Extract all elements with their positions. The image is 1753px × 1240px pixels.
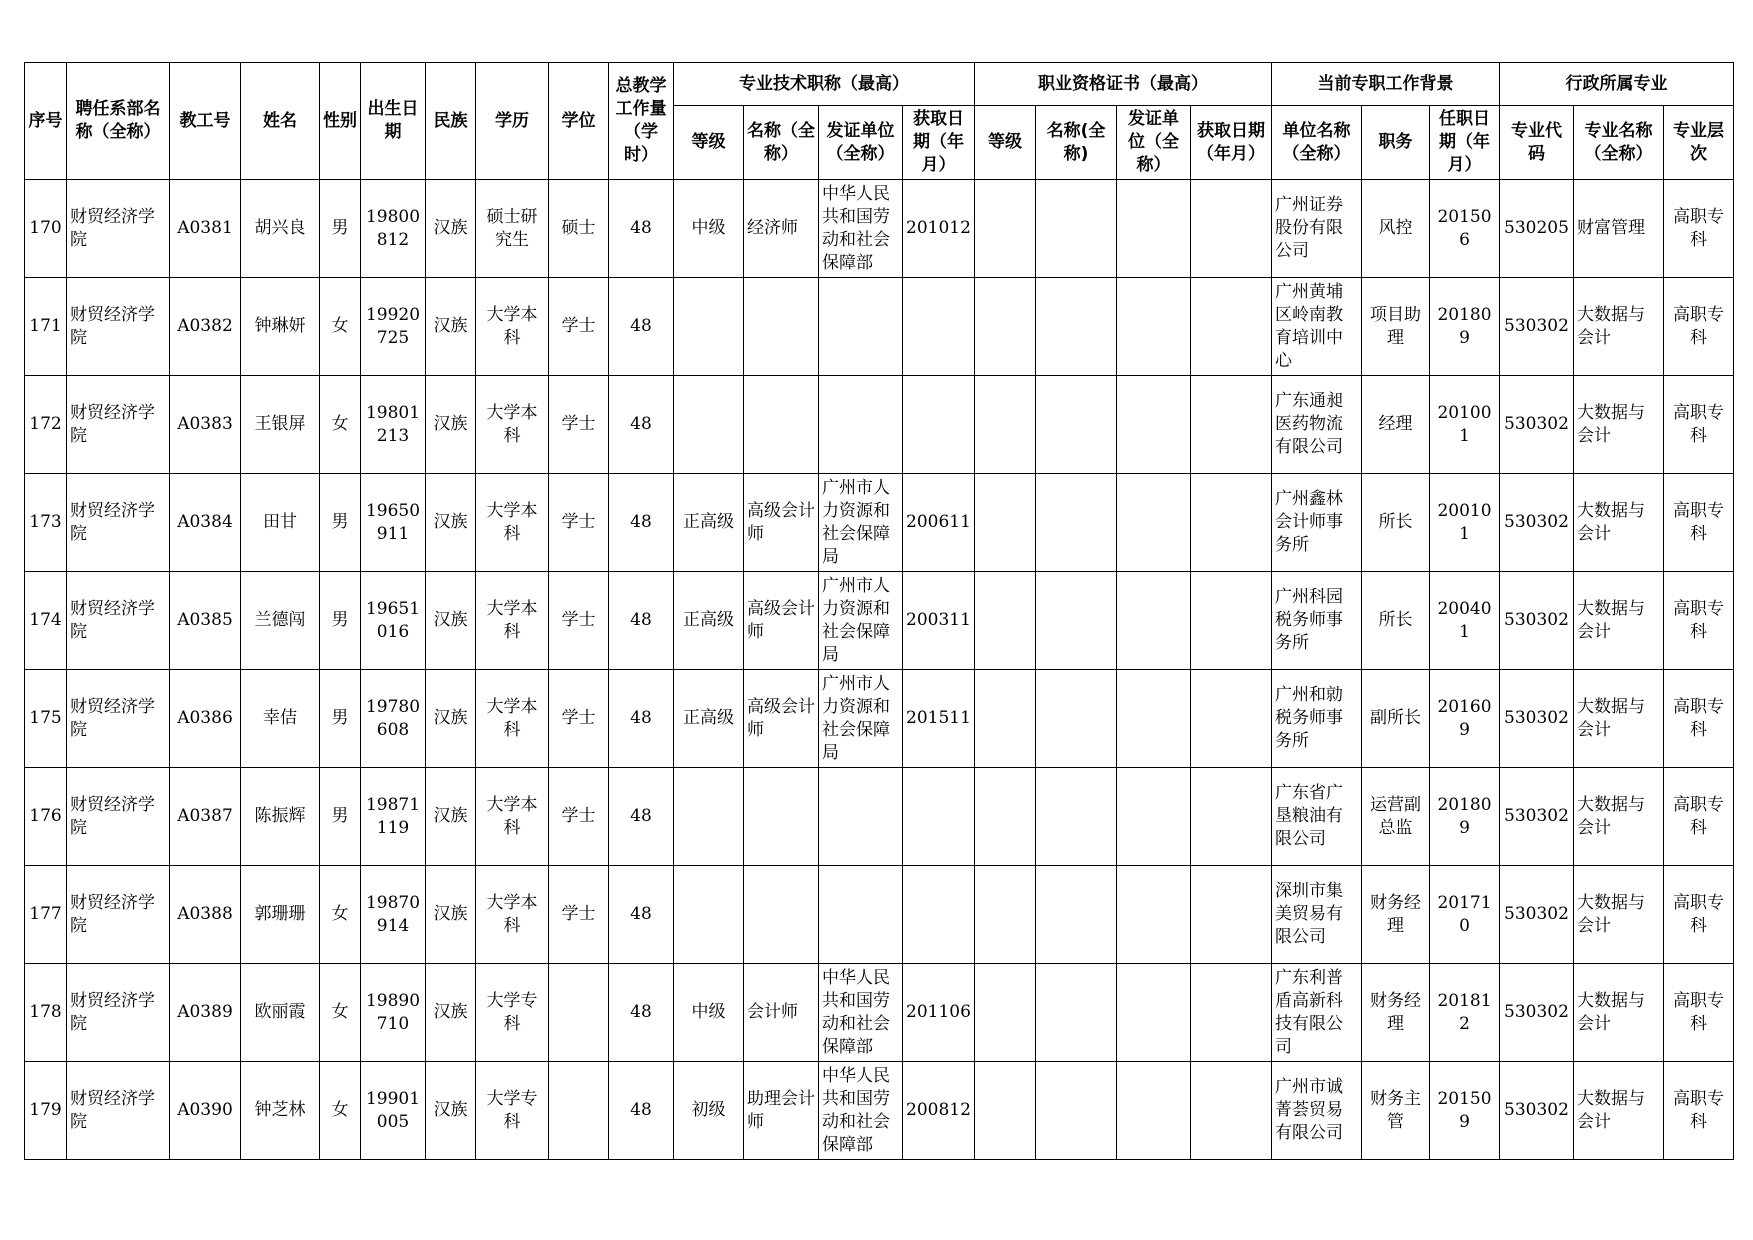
cell-ethnicity: 汉族 xyxy=(426,1062,476,1160)
cell-degree: 学士 xyxy=(549,866,609,964)
cell-c-level xyxy=(975,278,1036,376)
cell-seq: 178 xyxy=(25,964,67,1062)
cell-name: 田甘 xyxy=(241,474,320,572)
cell-education: 大学本科 xyxy=(476,768,549,866)
cell-j-post: 风控 xyxy=(1362,180,1430,278)
cell-c-date xyxy=(1191,572,1272,670)
cell-m-code: 530205 xyxy=(1500,180,1574,278)
header-major-name: 专业名称（全称） xyxy=(1574,106,1664,180)
cell-c-issuer xyxy=(1117,768,1191,866)
cell-ethnicity: 汉族 xyxy=(426,572,476,670)
cell-m-level: 高职专科 xyxy=(1664,670,1734,768)
cell-staff-no: A0390 xyxy=(170,1062,241,1160)
cell-c-level xyxy=(975,376,1036,474)
cell-t-date: 200311 xyxy=(903,572,975,670)
cell-staff-no: A0383 xyxy=(170,376,241,474)
cell-m-code: 530302 xyxy=(1500,278,1574,376)
cell-birth: 19890710 xyxy=(361,964,426,1062)
cell-t-name xyxy=(744,278,819,376)
cell-c-issuer xyxy=(1117,180,1191,278)
cell-ethnicity: 汉族 xyxy=(426,670,476,768)
header-title-date: 获取日期（年月） xyxy=(903,106,975,180)
cell-m-level: 高职专科 xyxy=(1664,278,1734,376)
header-cert-level: 等级 xyxy=(975,106,1036,180)
cell-c-level xyxy=(975,180,1036,278)
cell-c-level xyxy=(975,670,1036,768)
cell-dept: 财贸经济学院 xyxy=(67,572,170,670)
cell-m-level: 高职专科 xyxy=(1664,768,1734,866)
cell-m-code: 530302 xyxy=(1500,768,1574,866)
cell-m-name: 大数据与会计 xyxy=(1574,376,1664,474)
cell-gender: 女 xyxy=(320,376,361,474)
cell-t-name: 助理会计师 xyxy=(744,1062,819,1160)
cell-j-date: 201812 xyxy=(1430,964,1500,1062)
header-title-name: 名称（全称） xyxy=(744,106,819,180)
header-job-date: 任职日期（年月） xyxy=(1430,106,1500,180)
table-body xyxy=(25,180,1734,1160)
cell-m-level: 高职专科 xyxy=(1664,572,1734,670)
cell-m-code: 530302 xyxy=(1500,376,1574,474)
cell-staff-no: A0385 xyxy=(170,572,241,670)
cell-c-date xyxy=(1191,180,1272,278)
cell-t-date xyxy=(903,376,975,474)
cell-c-level xyxy=(975,572,1036,670)
cell-j-post: 项目助理 xyxy=(1362,278,1430,376)
cell-t-date: 200812 xyxy=(903,1062,975,1160)
cell-name: 郭珊珊 xyxy=(241,866,320,964)
cell-j-unit: 广州黄埔区岭南教育培训中心 xyxy=(1272,278,1362,376)
cell-t-issuer xyxy=(819,768,903,866)
cell-birth: 19650911 xyxy=(361,474,426,572)
cell-t-date: 201511 xyxy=(903,670,975,768)
cell-j-post: 财务主管 xyxy=(1362,1062,1430,1160)
cell-t-issuer xyxy=(819,866,903,964)
cell-m-name: 大数据与会计 xyxy=(1574,474,1664,572)
cell-c-name xyxy=(1036,670,1117,768)
cell-t-level: 中级 xyxy=(674,180,744,278)
cell-degree: 学士 xyxy=(549,670,609,768)
cell-t-date: 201012 xyxy=(903,180,975,278)
cell-hours: 48 xyxy=(609,376,674,474)
cell-t-level: 初级 xyxy=(674,1062,744,1160)
cell-c-issuer xyxy=(1117,376,1191,474)
cell-m-level: 高职专科 xyxy=(1664,866,1734,964)
cell-hours: 48 xyxy=(609,670,674,768)
cell-t-name: 高级会计师 xyxy=(744,572,819,670)
cell-c-date xyxy=(1191,964,1272,1062)
cell-staff-no: A0382 xyxy=(170,278,241,376)
cell-seq: 175 xyxy=(25,670,67,768)
cell-m-level: 高职专科 xyxy=(1664,1062,1734,1160)
cell-name: 欧丽霞 xyxy=(241,964,320,1062)
cell-staff-no: A0389 xyxy=(170,964,241,1062)
cell-education: 大学本科 xyxy=(476,376,549,474)
cell-ethnicity: 汉族 xyxy=(426,866,476,964)
cell-c-date xyxy=(1191,670,1272,768)
cell-t-level: 正高级 xyxy=(674,474,744,572)
cell-c-name xyxy=(1036,474,1117,572)
cell-name: 钟芝林 xyxy=(241,1062,320,1160)
cell-name: 钟琳妍 xyxy=(241,278,320,376)
cell-t-date: 200611 xyxy=(903,474,975,572)
cell-j-post: 所长 xyxy=(1362,474,1430,572)
cell-t-name: 会计师 xyxy=(744,964,819,1062)
cell-j-date: 201509 xyxy=(1430,1062,1500,1160)
cell-dept: 财贸经济学院 xyxy=(67,964,170,1062)
cell-ethnicity: 汉族 xyxy=(426,278,476,376)
header-seq: 序号 xyxy=(25,63,67,180)
cell-staff-no: A0386 xyxy=(170,670,241,768)
cell-name: 陈振辉 xyxy=(241,768,320,866)
cell-c-name xyxy=(1036,572,1117,670)
cell-education: 大学本科 xyxy=(476,572,549,670)
cell-c-level xyxy=(975,866,1036,964)
table-row xyxy=(25,474,1734,572)
cell-c-issuer xyxy=(1117,670,1191,768)
cell-t-issuer: 中华人民共和国劳动和社会保障部 xyxy=(819,1062,903,1160)
table-row xyxy=(25,376,1734,474)
cell-c-name xyxy=(1036,768,1117,866)
header-degree: 学位 xyxy=(549,63,609,180)
cell-staff-no: A0384 xyxy=(170,474,241,572)
cell-hours: 48 xyxy=(609,180,674,278)
cell-dept: 财贸经济学院 xyxy=(67,180,170,278)
cell-t-name: 高级会计师 xyxy=(744,474,819,572)
table-header xyxy=(25,63,1734,180)
table-row xyxy=(25,768,1734,866)
cell-m-code: 530302 xyxy=(1500,474,1574,572)
cell-gender: 女 xyxy=(320,1062,361,1160)
table-row xyxy=(25,964,1734,1062)
cell-seq: 172 xyxy=(25,376,67,474)
cell-c-level xyxy=(975,964,1036,1062)
cell-gender: 男 xyxy=(320,768,361,866)
cell-seq: 170 xyxy=(25,180,67,278)
header-gender: 性别 xyxy=(320,63,361,180)
header-birth: 出生日期 xyxy=(361,63,426,180)
table-row xyxy=(25,572,1734,670)
cell-j-date: 200101 xyxy=(1430,474,1500,572)
cell-c-level xyxy=(975,474,1036,572)
cell-j-date: 200401 xyxy=(1430,572,1500,670)
cell-t-name xyxy=(744,866,819,964)
cell-j-post: 财务经理 xyxy=(1362,866,1430,964)
cell-staff-no: A0388 xyxy=(170,866,241,964)
cell-ethnicity: 汉族 xyxy=(426,474,476,572)
cell-ethnicity: 汉族 xyxy=(426,180,476,278)
cell-hours: 48 xyxy=(609,1062,674,1160)
cell-degree xyxy=(549,1062,609,1160)
cell-dept: 财贸经济学院 xyxy=(67,376,170,474)
cell-t-level: 正高级 xyxy=(674,572,744,670)
table-row xyxy=(25,1062,1734,1160)
header-staff-no: 教工号 xyxy=(170,63,241,180)
cell-staff-no: A0387 xyxy=(170,768,241,866)
cell-seq: 179 xyxy=(25,1062,67,1160)
cell-c-name xyxy=(1036,278,1117,376)
cell-j-post: 所长 xyxy=(1362,572,1430,670)
cell-j-date: 201609 xyxy=(1430,670,1500,768)
cell-j-post: 运营副总监 xyxy=(1362,768,1430,866)
cell-t-name xyxy=(744,768,819,866)
cell-j-unit: 广东利普盾高新科技有限公司 xyxy=(1272,964,1362,1062)
cell-t-issuer: 中华人民共和国劳动和社会保障部 xyxy=(819,964,903,1062)
cell-j-date: 201001 xyxy=(1430,376,1500,474)
header-major-level: 专业层次 xyxy=(1664,106,1734,180)
header-title-group: 专业技术职称（最高） xyxy=(674,63,975,106)
cell-dept: 财贸经济学院 xyxy=(67,1062,170,1160)
cell-hours: 48 xyxy=(609,572,674,670)
cell-j-unit: 广东通昶医药物流有限公司 xyxy=(1272,376,1362,474)
cell-c-issuer xyxy=(1117,474,1191,572)
header-hours: 总教学工作量（学时） xyxy=(609,63,674,180)
cell-c-level xyxy=(975,1062,1036,1160)
cell-t-name: 经济师 xyxy=(744,180,819,278)
cell-seq: 174 xyxy=(25,572,67,670)
cell-gender: 男 xyxy=(320,572,361,670)
cell-degree: 学士 xyxy=(549,376,609,474)
cell-c-date xyxy=(1191,1062,1272,1160)
cell-m-level: 高职专科 xyxy=(1664,964,1734,1062)
table-row xyxy=(25,278,1734,376)
cell-c-level xyxy=(975,768,1036,866)
cell-m-code: 530302 xyxy=(1500,572,1574,670)
header-job-group: 当前专职工作背景 xyxy=(1272,63,1500,106)
cell-j-unit: 深圳市集美贸易有限公司 xyxy=(1272,866,1362,964)
cell-education: 大学专科 xyxy=(476,964,549,1062)
header-ethnicity: 民族 xyxy=(426,63,476,180)
cell-m-level: 高职专科 xyxy=(1664,474,1734,572)
cell-education: 大学本科 xyxy=(476,866,549,964)
cell-education: 硕士研究生 xyxy=(476,180,549,278)
cell-c-date xyxy=(1191,376,1272,474)
cell-hours: 48 xyxy=(609,964,674,1062)
cell-c-issuer xyxy=(1117,1062,1191,1160)
cell-c-date xyxy=(1191,768,1272,866)
cell-t-date xyxy=(903,278,975,376)
cell-t-name xyxy=(744,376,819,474)
cell-birth: 19920725 xyxy=(361,278,426,376)
cell-t-name: 高级会计师 xyxy=(744,670,819,768)
cell-j-post: 副所长 xyxy=(1362,670,1430,768)
cell-dept: 财贸经济学院 xyxy=(67,670,170,768)
cell-birth: 19800812 xyxy=(361,180,426,278)
cell-birth: 19651016 xyxy=(361,572,426,670)
header-education: 学历 xyxy=(476,63,549,180)
cell-j-unit: 广州科园税务师事务所 xyxy=(1272,572,1362,670)
cell-t-date xyxy=(903,768,975,866)
cell-degree: 学士 xyxy=(549,278,609,376)
cell-t-level: 正高级 xyxy=(674,670,744,768)
cell-name: 胡兴良 xyxy=(241,180,320,278)
cell-birth: 19871119 xyxy=(361,768,426,866)
header-cert-date: 获取日期（年月） xyxy=(1191,106,1272,180)
cell-gender: 女 xyxy=(320,278,361,376)
cell-t-level xyxy=(674,768,744,866)
cell-gender: 女 xyxy=(320,866,361,964)
cell-t-issuer: 广州市人力资源和社会保障局 xyxy=(819,670,903,768)
cell-m-name: 大数据与会计 xyxy=(1574,572,1664,670)
cell-c-issuer xyxy=(1117,866,1191,964)
cell-education: 大学本科 xyxy=(476,474,549,572)
header-name: 姓名 xyxy=(241,63,320,180)
cell-degree: 学士 xyxy=(549,768,609,866)
cell-dept: 财贸经济学院 xyxy=(67,474,170,572)
staff-table xyxy=(24,62,1734,1160)
cell-j-unit: 广州市诚菁荟贸易有限公司 xyxy=(1272,1062,1362,1160)
header-title-level: 等级 xyxy=(674,106,744,180)
cell-seq: 176 xyxy=(25,768,67,866)
cell-c-date xyxy=(1191,278,1272,376)
header-major-code: 专业代码 xyxy=(1500,106,1574,180)
cell-t-issuer: 中华人民共和国劳动和社会保障部 xyxy=(819,180,903,278)
cell-m-name: 大数据与会计 xyxy=(1574,1062,1664,1160)
cell-degree: 学士 xyxy=(549,474,609,572)
cell-m-name: 大数据与会计 xyxy=(1574,964,1664,1062)
cell-j-post: 财务经理 xyxy=(1362,964,1430,1062)
cell-j-post: 经理 xyxy=(1362,376,1430,474)
cell-m-code: 530302 xyxy=(1500,964,1574,1062)
cell-degree xyxy=(549,964,609,1062)
cell-t-date: 201106 xyxy=(903,964,975,1062)
cell-m-name: 财富管理 xyxy=(1574,180,1664,278)
cell-birth: 19901005 xyxy=(361,1062,426,1160)
cell-ethnicity: 汉族 xyxy=(426,376,476,474)
cell-t-issuer xyxy=(819,376,903,474)
header-job-post: 职务 xyxy=(1362,106,1430,180)
cell-j-unit: 广州证券股份有限公司 xyxy=(1272,180,1362,278)
cell-c-date xyxy=(1191,474,1272,572)
cell-c-name xyxy=(1036,180,1117,278)
cell-seq: 177 xyxy=(25,866,67,964)
header-dept: 聘任系部名称（全称） xyxy=(67,63,170,180)
cell-t-level: 中级 xyxy=(674,964,744,1062)
cell-m-name: 大数据与会计 xyxy=(1574,866,1664,964)
cell-c-name xyxy=(1036,964,1117,1062)
cell-t-level xyxy=(674,376,744,474)
header-job-unit: 单位名称（全称） xyxy=(1272,106,1362,180)
cell-t-issuer: 广州市人力资源和社会保障局 xyxy=(819,572,903,670)
cell-c-name xyxy=(1036,1062,1117,1160)
cell-t-date xyxy=(903,866,975,964)
cell-c-issuer xyxy=(1117,572,1191,670)
cell-degree: 学士 xyxy=(549,572,609,670)
cell-c-issuer xyxy=(1117,964,1191,1062)
cell-gender: 男 xyxy=(320,670,361,768)
cell-m-code: 530302 xyxy=(1500,1062,1574,1160)
cell-m-code: 530302 xyxy=(1500,866,1574,964)
cell-hours: 48 xyxy=(609,768,674,866)
cell-name: 王银屏 xyxy=(241,376,320,474)
cell-c-issuer xyxy=(1117,278,1191,376)
header-cert-group: 职业资格证书（最高） xyxy=(975,63,1272,106)
cell-j-date: 201506 xyxy=(1430,180,1500,278)
header-major-group: 行政所属专业 xyxy=(1500,63,1734,106)
cell-hours: 48 xyxy=(609,278,674,376)
cell-t-level xyxy=(674,866,744,964)
cell-j-date: 201809 xyxy=(1430,278,1500,376)
cell-hours: 48 xyxy=(609,474,674,572)
cell-t-issuer xyxy=(819,278,903,376)
cell-education: 大学本科 xyxy=(476,670,549,768)
cell-ethnicity: 汉族 xyxy=(426,964,476,1062)
header-cert-issuer: 发证单位（全称） xyxy=(1117,106,1191,180)
cell-ethnicity: 汉族 xyxy=(426,768,476,866)
cell-education: 大学专科 xyxy=(476,1062,549,1160)
cell-gender: 女 xyxy=(320,964,361,1062)
cell-m-name: 大数据与会计 xyxy=(1574,768,1664,866)
cell-name: 幸佶 xyxy=(241,670,320,768)
cell-m-name: 大数据与会计 xyxy=(1574,670,1664,768)
cell-j-unit: 广东省广垦粮油有限公司 xyxy=(1272,768,1362,866)
cell-degree: 硕士 xyxy=(549,180,609,278)
header-title-issuer: 发证单位（全称） xyxy=(819,106,903,180)
cell-m-code: 530302 xyxy=(1500,670,1574,768)
table-row xyxy=(25,866,1734,964)
cell-t-level xyxy=(674,278,744,376)
cell-dept: 财贸经济学院 xyxy=(67,768,170,866)
cell-birth: 19870914 xyxy=(361,866,426,964)
table-row xyxy=(25,670,1734,768)
cell-m-level: 高职专科 xyxy=(1664,180,1734,278)
cell-staff-no: A0381 xyxy=(170,180,241,278)
cell-j-date: 201809 xyxy=(1430,768,1500,866)
cell-c-name xyxy=(1036,866,1117,964)
cell-dept: 财贸经济学院 xyxy=(67,866,170,964)
cell-seq: 173 xyxy=(25,474,67,572)
cell-j-unit: 广州和勍税务师事务所 xyxy=(1272,670,1362,768)
table-row xyxy=(25,180,1734,278)
cell-gender: 男 xyxy=(320,474,361,572)
cell-dept: 财贸经济学院 xyxy=(67,278,170,376)
cell-m-level: 高职专科 xyxy=(1664,376,1734,474)
cell-m-name: 大数据与会计 xyxy=(1574,278,1664,376)
cell-birth: 19780608 xyxy=(361,670,426,768)
cell-birth: 19801213 xyxy=(361,376,426,474)
cell-seq: 171 xyxy=(25,278,67,376)
cell-c-name xyxy=(1036,376,1117,474)
header-cert-name: 名称(全称) xyxy=(1036,106,1117,180)
cell-gender: 男 xyxy=(320,180,361,278)
cell-t-issuer: 广州市人力资源和社会保障局 xyxy=(819,474,903,572)
cell-hours: 48 xyxy=(609,866,674,964)
cell-name: 兰德闯 xyxy=(241,572,320,670)
cell-j-unit: 广州鑫林会计师事务所 xyxy=(1272,474,1362,572)
cell-c-date xyxy=(1191,866,1272,964)
cell-education: 大学本科 xyxy=(476,278,549,376)
cell-j-date: 201710 xyxy=(1430,866,1500,964)
